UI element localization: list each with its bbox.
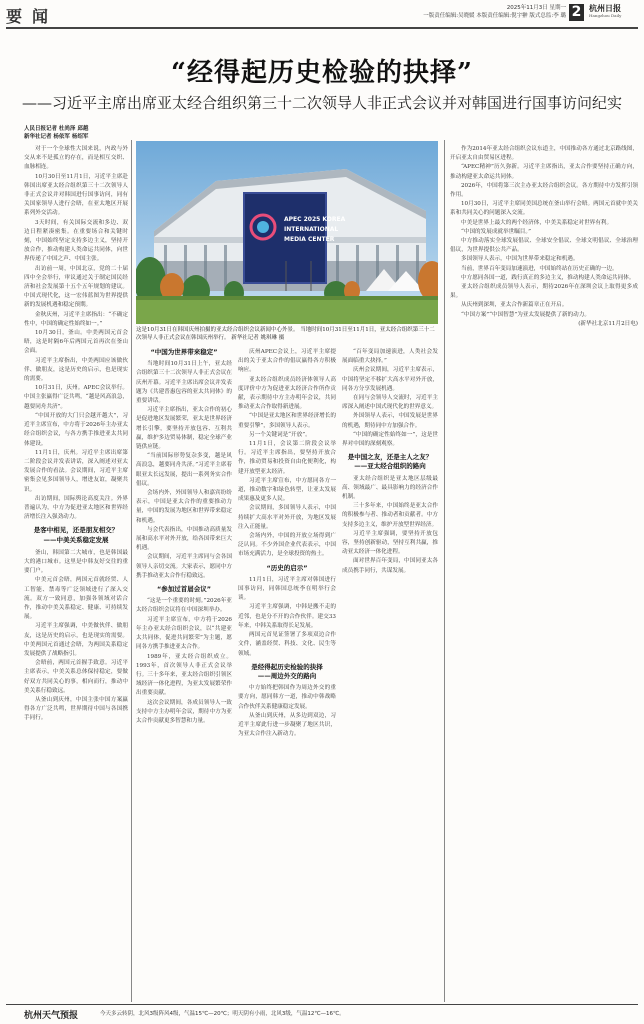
paragraph: “中国方案”“中国智慧”为亚太发展提供了新的动力。 — [461, 311, 590, 318]
paragraph: 会议期间，习近平主席同与会各国领导人亲切交流。大家表示，愿同中方携手推动亚太合作行稳致远。 — [136, 554, 232, 579]
sign-text-1: APEC 2025 KOREA — [284, 216, 346, 223]
paragraph: 出访前一周，中国北京，党的二十届四中全会举行，审议通过关于制定国民经济和社会发展第十五个五年规划的建议。中国式现代化，这一宏伟蓝图为世界提供新的发展机遇和稳定预期。 — [24, 265, 128, 309]
paragraph: 习近平主席指出，中美两国应该做伙伴、做朋友，这是历史的启示，也是现实的需要。 — [24, 357, 128, 383]
paragraph: 多国领导人表示，中国为世界带来稳定和机遇。 — [461, 256, 579, 263]
paragraph: 1989年，亚太经合组织成立。1993年，首次领导人非正式会议举行。三十多年来，亚太经合组织引领区域经济一体化进程，为亚太发展繁荣作出重要贡献。 — [136, 653, 232, 697]
section-subtitle: 是经得起历史检验的抉择 — [251, 662, 323, 671]
paragraph: 面对世界百年变局，中国同亚太各成员携手同行，共谋发展。 — [342, 558, 438, 574]
paragraph: 会议期间，多国领导人表示，中国持续扩大高水平对外开放，为地区发展注入正能量。 — [238, 505, 336, 530]
logo-sub: Hangzhou Daily — [589, 13, 622, 18]
paragraph: 习近平主席强调，中韩是搬不走的近邻，也是分不开的合作伙伴。建交33年来，中韩关系取得长足发展。 — [238, 604, 336, 629]
paragraph: 两国元首见证签署了多项双边合作文件，涵盖经贸、科技、文化、民生等领域。 — [238, 632, 336, 657]
section-subtitle: “参加过首届会议” — [156, 585, 212, 594]
paragraph: “中国的确定性始终如一”，这是世界对中国的深刻观察。 — [342, 431, 438, 448]
page-footer — [0, 1006, 644, 1024]
paragraph: 三十多年来，中国始终是亚太合作的积极参与者、推动者和贡献者。中方支持多边主义，维护开放型世界经济。 — [342, 503, 438, 528]
paragraph: 习近平主席宣布，中方将于2026年主办亚太经合组织会议，以“共建亚太共同体，促进共同繁荣”为主题，愿同各方携手推进亚太合作。 — [136, 616, 232, 651]
byline — [24, 125, 88, 141]
paragraph: 这次会议期间，各成员领导人一致支持中方主办明年会议，期待中方为亚太合作贡献更多智慧和力量。 — [136, 699, 232, 724]
paragraph: 当前，世界百年变局加速演进，中国始终站在历史正确的一边。 — [461, 265, 618, 272]
paragraph: 庆州会议期间，习近平主席表示，中国将坚定不移扩大高水平对外开放，同各方分享发展机遇。 — [342, 367, 438, 392]
paragraph: 中方愿同各国一道，践行真正的多边主义，推动构建人类命运共同体。 — [461, 274, 635, 281]
paragraph: 外国领导人表示，中国发展是世界的机遇，期待同中方加强合作。 — [342, 413, 438, 429]
paragraph: 习近平主席强调，要坚持开放包容，坚持创新驱动，坚持互利共赢，推动亚太经济一体化进程。 — [342, 530, 438, 556]
paragraph: “百年变局加速演进，人类社会发展面临重大抉择。” — [342, 349, 438, 365]
page-number: 2 — [569, 4, 584, 21]
paragraph: 在同与会领导人交流时，习近平主席深入阐述中国式现代化的世界意义。 — [342, 395, 438, 411]
paragraph: “当前国际形势复杂多变，越是风高浪急，越要同舟共济。”习近平主席着眼亚太长远发展，提出一系列务实合作倡议。 — [136, 453, 232, 487]
column-3 — [238, 348, 336, 1000]
paragraph: 10月30日，釜山。中美两国元首会晤，这是时隔6年后两国元首再次在釜山会面。 — [24, 330, 128, 355]
paragraph: 会场内外，外国领导人和嘉宾纷纷表示，中国是亚太合作的重要推动力量，中国的发展为地区和世界带来稳定和机遇。 — [136, 490, 232, 524]
paragraph: 中方始终把韩国作为周边外交的重要方向，愿同韩方一道，推动中韩战略合作伙伴关系健康稳定发展。 — [238, 685, 336, 710]
paragraph: “APEC精神”历久弥新。习近平主席指出，亚太合作要坚持正确方向，推动构建亚太命运共同体。 — [450, 164, 638, 180]
section-subtitle: “历史的启示” — [266, 563, 308, 572]
paragraph: 习近平主席指出，亚太合作的初心是促进地区发展繁荣，亚太是世界经济增长引擎，要坚持开放包容、互利共赢，维护多边贸易体制，稳定全球产业链供应链。 — [136, 407, 232, 451]
column-4 — [342, 348, 438, 1000]
byline-1: 人民日报记者 杜尚泽 邱越 — [24, 126, 89, 132]
header-meta — [423, 4, 566, 20]
news-photo — [136, 141, 438, 324]
paragraph: “中国开放的大门只会越开越大”，习近平主席宣布，中方将于2026年主办亚太经合组织会议，与各方携手推进亚太共同体建设。 — [24, 412, 128, 447]
page-header — [0, 0, 644, 28]
footer-rule — [6, 1004, 638, 1005]
paragraph: 10月30日至11月1日，习近平主席赴韩国出席亚太经合组织第三十二次领导人非正式会议并对韩国进行国事访问，同有关国家领导人进行会晤，在亚太地区开展系列外交活动。 — [24, 173, 128, 217]
paragraph: 亚太经合组织成员经济体领导人高度评价中方为促进亚太经济合作所作贡献，表示期待中方主办明年会议，共同推动亚太合作取得新进展。 — [238, 376, 336, 411]
weather-title: 杭州天气预报 — [24, 1011, 79, 1021]
paragraph: 亚太经合组织是亚太地区层级最高、领域最广、最具影响力的经济合作机制。 — [342, 475, 438, 501]
paragraph: 另一个关键词是“开放”。 — [249, 431, 311, 438]
newspaper-logo — [589, 3, 641, 19]
paragraph: 会场内外，中国的开放立场得到广泛认同。不少外国企业代表表示，中国市场充满活力，是全球投资的热土。 — [238, 533, 336, 558]
paragraph: 亚太经合组织成员领导人表示，期待2026年在深圳会议上取得更多成果。 — [450, 284, 638, 300]
paragraph: 对于一个全球性大国来说，内政与外交从来不是孤立的存在，而是相互交织、血脉相连。 — [24, 146, 128, 171]
paragraph: 11月1日，会议第二阶段会议举行。习近平主席指出，要坚持开放合作，推动贸易和投资自由化便利化，构建开放型亚太经济。 — [238, 441, 336, 475]
sign-text-2: INTERNATIONAL — [284, 226, 339, 233]
paragraph: 作为2014年亚太经合组织会议东道主，中国推动各方通过北京路线图，开启亚太自由贸易区进程。 — [450, 146, 638, 162]
column-1 — [24, 145, 128, 1000]
paragraph: 金秋庆州，习近平主席指出：“不确定性中，中国的确定性始终如一。” — [24, 311, 128, 327]
paragraph: 10月31日，庆州。APEC会议举行。中国主张赢得广泛共鸣，“越是风高浪急，越要同舟共济”。 — [24, 385, 128, 410]
paragraph: 习近平主席强调，中美做伙伴、做朋友，这是历史的启示，也是现实的需要。中美两国元首通过会晤，为两国关系稳定发展提供了战略指引。 — [24, 623, 128, 657]
byline-2: 新华社记者 杨依军 杨绍军 — [24, 134, 89, 140]
paragraph: “这是一个重要的时刻。”2026年亚太经合组织会议将在中国深圳举办。 — [136, 598, 232, 614]
section-subtitle: “中国为世界带来稳定” — [150, 348, 218, 356]
section-subtitle: 是中国之友，还是主人之友？ — [347, 453, 433, 462]
section-title: 要闻 — [6, 7, 59, 26]
paragraph: 中方推动落实全球发展倡议、全球安全倡议、全球文明倡议、全球治理倡议，为世界提供公共产品。 — [450, 238, 638, 254]
paragraph: 当地时间10月31日上午，亚太经合组织第三十二次领导人非正式会议在庆州开幕。习近平主席出席会议并发表题为《共建普惠包容的亚太共同体》的重要讲话。 — [136, 361, 232, 405]
media-center-photo — [136, 141, 438, 324]
dateline-end: (新华社北京11月2日电) — [578, 320, 638, 327]
logo-name: 杭州日报 — [589, 3, 621, 13]
paragraph: 2026年，中国将第三次主办亚太经合组织会议。各方期待中方发挥引领作用。 — [450, 182, 638, 199]
paragraph: 庆州APEC会议上，习近平主席提出的关于亚太合作的倡议赢得各方积极响应。 — [238, 349, 336, 374]
section-subtitle: ——中美关系稳定发展 — [43, 535, 109, 544]
paragraph: “中国的发展成就举世瞩目。” — [461, 228, 532, 235]
paragraph: 10月30日，习近平主席同美国总统在釜山举行会晤。两国元首就中美关系和共同关心的问题深入交流。 — [450, 201, 638, 217]
paragraph: 釜山，韩国第二大城市，也是韩国最大的港口城市。这里是中韩友好交往的重要门户。 — [24, 549, 128, 575]
section-subtitle: ——周边外交的路向 — [257, 671, 317, 680]
column-2 — [136, 348, 232, 1000]
header-rule — [6, 27, 638, 29]
paragraph: 从釜山到庆州，中国主张中国方案赢得各方广泛共鸣，世界期待中国与各国携手同行。 — [24, 696, 128, 722]
photo-caption: 这是10月31日在韩国庆州拍摄的亚太经合组织会议新闻中心外景。 当地时间10月31日至11月1日，亚太经合组织第三十二次领导人非正式会议在韩国庆州举行。 新华社记者 姚琪琳 摄 — [136, 327, 435, 341]
column-divider — [444, 140, 445, 1002]
paragraph: 出访期间，国际舆论高度关注。外界普遍认为，中方为促进亚太地区和世界经济增长注入强劲动力。 — [24, 495, 128, 521]
date-line: 2025年11月3日 星期一 — [506, 5, 566, 11]
paragraph: “中国是亚太地区和世界经济增长的重要引擎”，多国领导人表示。 — [238, 413, 336, 429]
headline: “经得起历史检验的抉择” — [171, 58, 473, 88]
paragraph: 会晤前，两国元首握手致意。习近平主席表示，中美关系总体保持稳定，要做好双方共同关心的事，相向而行，推动中美关系行稳致远。 — [24, 660, 128, 694]
column-divider — [131, 140, 132, 1002]
column-5 — [450, 145, 638, 1000]
editor-line: 一版责任编辑:吴晓媛 本版责任编辑:倪宇翀 版式总监:李 璐 — [423, 13, 566, 19]
paragraph: 11月1日，习近平主席对韩国进行国事访问，同韩国总统李在明举行会谈。 — [238, 576, 336, 602]
paragraph: 与会代表指出，中国推动高质量发展和高水平对外开放，给各国带来巨大机遇。 — [136, 526, 232, 552]
paragraph: 从釜山到庆州，从多边到双边，习近平主席此行进一步凝聚了地区共识，为亚太合作注入新动力。 — [238, 712, 336, 738]
paragraph: 中美是世界上最大的两个经济体，中美关系稳定对世界有利。 — [461, 219, 613, 226]
paragraph: 3天时间，有关国际交流和多边、双边日程紧凑密集。在重要场合和关键时刻，中国始终坚定支持多边主义，坚持开放合作，推动构建人类命运共同体，向世界传递了中国之声、中国主张。 — [24, 219, 128, 263]
section-subtitle: 是客中相见，还是朋友相交？ — [33, 526, 119, 535]
paragraph: 从庆州到深圳，亚太合作新篇章正在开启。 — [461, 302, 568, 309]
paragraph: 习近平主席宣布，中方愿同各方一道，推动数字和绿色转型，让亚太发展成果惠及更多人民。 — [238, 477, 336, 503]
paragraph: 中美元首会晤，两国元首就经贸、人工智能、禁毒等广泛领域进行了深入交流。双方一致同意，加强各领域对话合作，推动中美关系稳定、健康、可持续发展。 — [24, 577, 128, 621]
sign-text-3: MEDIA CENTER — [284, 236, 335, 243]
subheadline: ——习近平主席出席亚太经合组织第三十二次领导人非正式会议并对韩国进行国事访问纪实 — [21, 94, 622, 112]
paragraph: 11月1日，庆州。习近平主席出席第二阶段会议并发表讲话，深入阐述对亚太发展合作的看法。会议期间，习近平主席密集会见多国领导人，增进友谊，凝聚共识。 — [24, 449, 128, 493]
weather-info: 今天多云转阴，北风3级阵风4级，气温15℃—20℃；明天阴有小雨，北风3级，气温12℃—16℃。 — [100, 1011, 345, 1017]
section-subtitle: ——亚太经合组织的路向 — [354, 462, 426, 471]
